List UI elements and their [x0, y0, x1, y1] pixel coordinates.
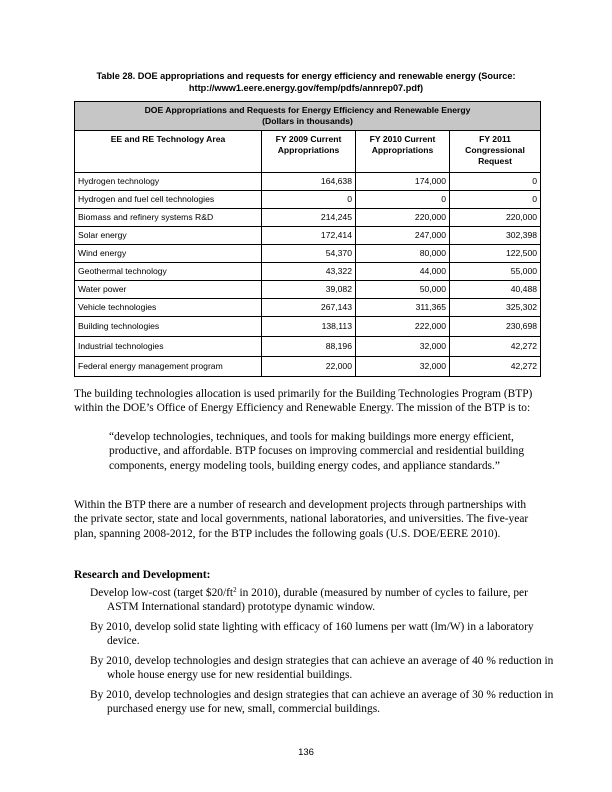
amount-cell: 122,500 [450, 245, 541, 263]
column-header-line: FY 2011 [479, 134, 511, 144]
table-banner-row [75, 102, 541, 131]
amount-cell: 44,000 [356, 263, 450, 281]
amount-cell: 80,000 [356, 245, 450, 263]
table-row [75, 191, 541, 209]
amount-cell: 302,398 [450, 227, 541, 245]
technology-area-cell: Wind energy [75, 245, 262, 263]
technology-area-cell: Industrial technologies [75, 337, 262, 357]
column-header [356, 131, 450, 173]
column-header-line: Congressional [465, 145, 525, 155]
amount-cell: 325,302 [450, 299, 541, 317]
column-header [262, 131, 356, 173]
amount-cell: 164,638 [262, 173, 356, 191]
table-row [75, 299, 541, 317]
amount-cell: 42,272 [450, 337, 541, 357]
amount-cell: 0 [450, 191, 541, 209]
amount-cell: 50,000 [356, 281, 450, 299]
column-header [75, 131, 262, 173]
amount-cell: 88,196 [262, 337, 356, 357]
amount-cell: 43,322 [262, 263, 356, 281]
amount-cell: 42,272 [450, 357, 541, 377]
caption-line-2: http://www1.eere.energy.gov/femp/pdfs/annrep07.pdf) [188, 83, 424, 93]
amount-cell: 32,000 [356, 337, 450, 357]
column-header-line: Appropriations [277, 145, 340, 155]
amount-cell: 267,143 [262, 299, 356, 317]
technology-area-cell: Biomass and refinery systems R&D [75, 209, 262, 227]
amount-cell: 22,000 [262, 357, 356, 377]
amount-cell: 220,000 [356, 209, 450, 227]
table-row [75, 337, 541, 357]
goal-item: By 2010, develop solid state lighting with efficacy of 160 lumens per watt (lm/W) in a laboratory device. [90, 621, 534, 648]
amount-cell: 39,082 [262, 281, 356, 299]
technology-area-cell: Hydrogen technology [75, 173, 262, 191]
technology-area-cell: Geothermal technology [75, 263, 262, 281]
table-row [75, 263, 541, 281]
column-header-line: FY 2009 Current [275, 134, 342, 144]
table-row [75, 357, 541, 377]
technology-area-cell: Water power [75, 281, 262, 299]
amount-cell: 220,000 [450, 209, 541, 227]
amount-cell: 222,000 [356, 317, 450, 337]
goal-item [90, 586, 559, 615]
column-header-line: EE and RE Technology Area [110, 134, 226, 144]
column-header-line: FY 2010 Current [369, 134, 436, 144]
amount-cell: 174,000 [356, 173, 450, 191]
column-header-line: Appropriations [371, 145, 434, 155]
goal-item: By 2010, develop technologies and design strategies that can achieve an average of 30 % reduction in purchased energy use for new, small, commercial buildings. [90, 689, 554, 716]
technology-area-cell: Hydrogen and fuel cell technologies [75, 191, 262, 209]
amount-cell: 230,698 [450, 317, 541, 337]
table-banner [75, 102, 541, 131]
amount-cell: 247,000 [356, 227, 450, 245]
technology-area-cell: Federal energy management program [75, 357, 262, 377]
technology-area-cell: Vehicle technologies [75, 299, 262, 317]
technology-area-cell: Building technologies [75, 317, 262, 337]
page-number: 136 [298, 747, 314, 758]
table-row [75, 227, 541, 245]
paragraph-btp-goals: Within the BTP there are a number of research and development projects through partnerships with the private sector, state and local governments, national laboratories, and universities. The five-year plan, spanning 2008-2012, for the BTP includes the following goals (U.S. DOE/EERE 2010). [74, 499, 529, 540]
banner-line-1: DOE Appropriations and Requests for Energy Efficiency and Renewable Energy [144, 105, 471, 115]
column-header-line: Request [478, 156, 512, 166]
goal-item: By 2010, develop technologies and design strategies that can achieve an average of 40 % reduction in whole house energy use for new residential buildings. [90, 655, 554, 682]
goal-text: in 2010), durable (measured by number of cycles to failure, per ASTM International standard) prototype dynamic window. [107, 587, 528, 614]
technology-area-cell: Solar energy [75, 227, 262, 245]
amount-cell: 0 [262, 191, 356, 209]
table-row [75, 173, 541, 191]
amount-cell: 55,000 [450, 263, 541, 281]
column-header [450, 131, 541, 173]
amount-cell: 214,245 [262, 209, 356, 227]
appropriations-table [74, 101, 541, 377]
table-header-row [75, 131, 541, 173]
table-caption [70, 70, 542, 94]
paragraph-btp-intro: The building technologies allocation is used primarily for the Building Technologies Program (BTP) within the DOE’s Office of Energy Efficiency and Renewable Energy. The mission of the BTP is to: [74, 388, 533, 415]
amount-cell: 172,414 [262, 227, 356, 245]
amount-cell: 311,365 [356, 299, 450, 317]
table-row [75, 317, 541, 337]
amount-cell: 0 [356, 191, 450, 209]
amount-cell: 54,370 [262, 245, 356, 263]
amount-cell: 138,113 [262, 317, 356, 337]
superscript: 2 [233, 586, 237, 594]
banner-line-2: (Dollars in thousands) [262, 116, 353, 126]
table-row [75, 245, 541, 263]
amount-cell: 0 [450, 173, 541, 191]
amount-cell: 32,000 [356, 357, 450, 377]
caption-line-1: Table 28. DOE appropriations and requests for energy efficiency and renewable energy (Source: [96, 71, 516, 81]
amount-cell: 40,488 [450, 281, 541, 299]
mission-quote: “develop technologies, techniques, and tools for making buildings more energy efficient, productive, and affordable. BTP focuses on improving commercial and residential building components, energy modeling tools, building energy codes, and appliance standards.” [109, 431, 525, 472]
table-row [75, 209, 541, 227]
goal-text: Develop low-cost (target $20/ft [90, 587, 234, 599]
section-heading: Research and Development: [74, 569, 211, 581]
table-row [75, 281, 541, 299]
